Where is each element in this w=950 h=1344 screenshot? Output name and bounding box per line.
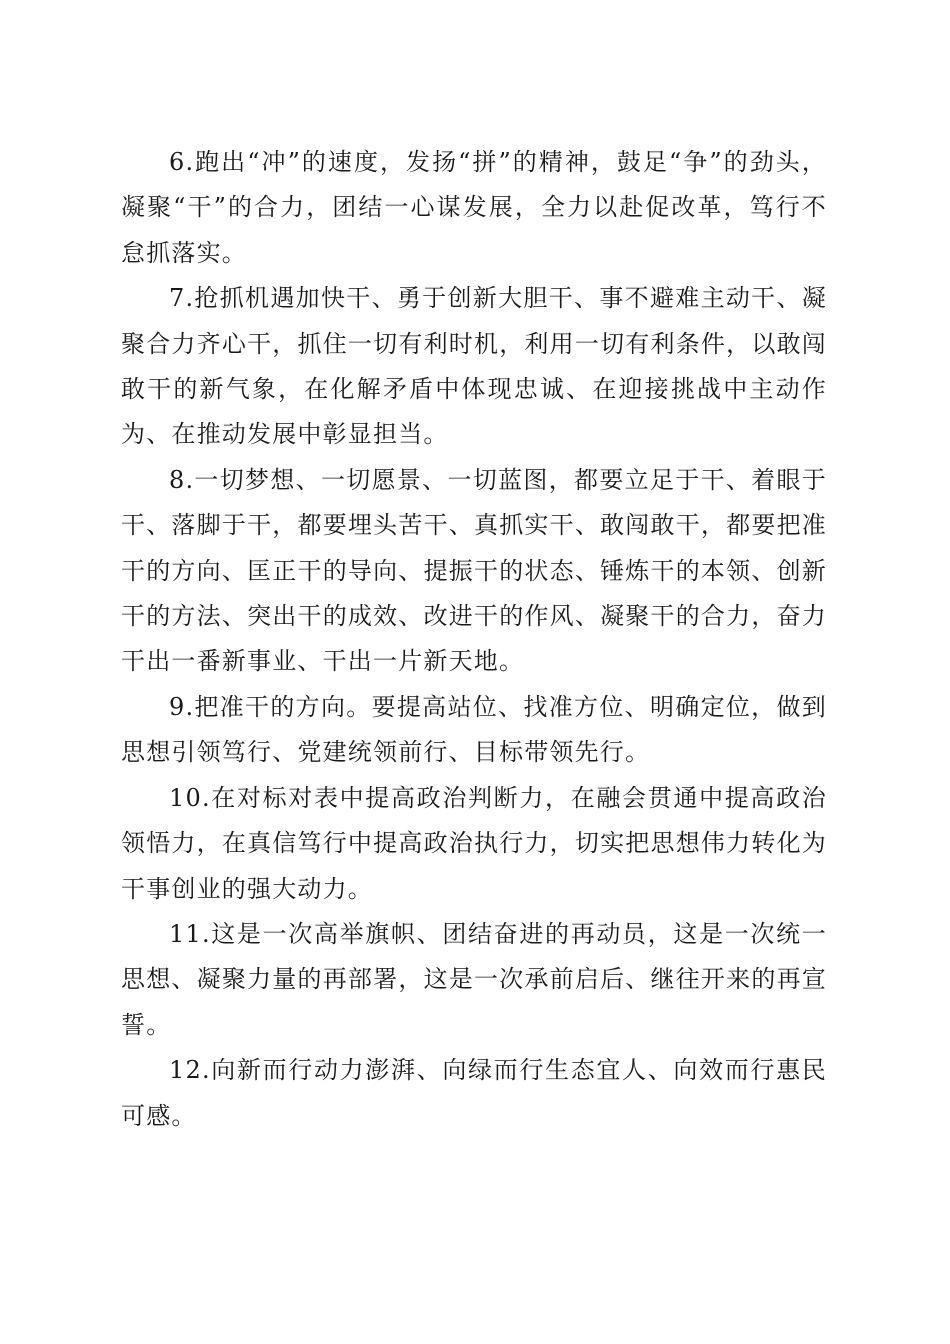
paragraph-11: 11.这是一次高举旗帜、团结奋进的再动员，这是一次统一思想、凝聚力量的再部署，这是一次承前启后、继往开来的再宣誓。 [121, 919, 827, 1039]
paragraph-9: 9.把准干的方向。要提高站位、找准方位、明确定位，做到思想引领笃行、党建统领前行、目标带领先行。 [121, 692, 827, 767]
paragraph-6: 6.跑出“冲”的速度，发扬“拼”的精神，鼓足“争”的劲头，凝聚“干”的合力，团结一心谋发展，全力以赴促改革，笃行不怠抓落实。 [121, 148, 827, 267]
paragraph-7: 7.抢抓机遇加快干、勇于创新大胆干、事不避难主动干、凝聚合力齐心干，抓住一切有利时机，利用一切有利条件，以敢闯敢干的新气象，在化解矛盾中体现忠诚、在迎接挑战中主动作为、在推动发展中彰显担当。 [121, 284, 827, 449]
paragraph-8: 8.一切梦想、一切愿景、一切蓝图，都要立足于干、着眼于干、落脚于干，都要埋头苦干、真抓实干、敢闯敢干，都要把准干的方向、匡正干的导向、提振干的状态、锤炼干的本领、创新干的方法、突出干的成效、改进干的作风、凝聚干的合力，奋力干出一番新事业、干出一片新天地。 [121, 465, 827, 676]
paragraph-12: 12.向新而行动力澎湃、向绿而行生态宜人、向效而行惠民可感。 [121, 1056, 827, 1130]
document-body [121, 140, 827, 1139]
paragraph-10: 10.在对标对表中提高政治判断力，在融会贯通中提高政治领悟力，在真信笃行中提高政治执行力，切实把思想伟力转化为干事创业的强大动力。 [121, 783, 827, 903]
